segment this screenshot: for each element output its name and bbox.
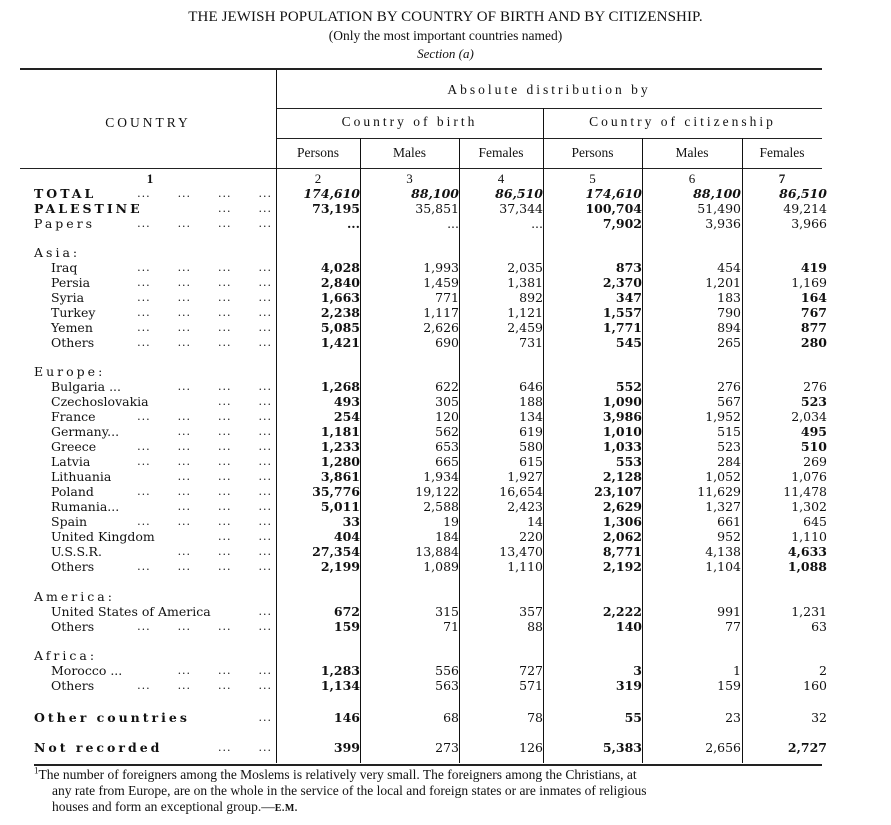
table-row — [0, 710, 891, 725]
cell-females-birth: ... — [531, 216, 543, 231]
cell-males-birth: 1,089 — [423, 559, 459, 574]
birth-group-header: Country of birth — [341, 114, 478, 129]
cell-females-birth: 14 — [527, 514, 543, 529]
cell-persons-birth: 27,354 — [312, 544, 360, 559]
cell-males-birth: 771 — [435, 290, 459, 305]
cell-females-citizenship: 4,633 — [787, 544, 827, 559]
cell-females-citizenship: 2,034 — [791, 409, 827, 424]
row-label: Others — [51, 678, 95, 693]
table-row — [0, 454, 891, 469]
leader-dots: ... ... — [218, 741, 272, 754]
cell-persons-citizenship: 873 — [615, 260, 642, 275]
cell-males-citizenship: 51,490 — [697, 201, 741, 216]
cell-males-citizenship: 1,952 — [705, 409, 741, 424]
cell-persons-citizenship: 100,704 — [585, 201, 642, 216]
cell-females-birth: 892 — [519, 290, 543, 305]
table-row — [0, 559, 891, 574]
cell-males-citizenship: 1,104 — [705, 559, 741, 574]
cell-males-citizenship: 77 — [725, 619, 741, 634]
header-bottom-rule — [20, 168, 822, 169]
row-label: U.S.S.R. — [51, 544, 102, 559]
row-label: Papers — [34, 216, 96, 231]
table-row — [0, 544, 891, 559]
cell-females-birth: 78 — [527, 710, 543, 725]
top-rule — [20, 68, 822, 70]
row-label: Persia — [51, 275, 91, 290]
cell-males-birth: 563 — [435, 678, 459, 693]
row-label: PALESTINE — [34, 201, 143, 216]
row-label: Turkey — [51, 305, 96, 320]
cell-females-birth: 1,121 — [507, 305, 543, 320]
cell-females-birth: 2,035 — [507, 260, 543, 275]
cell-females-citizenship: 523 — [800, 394, 827, 409]
cell-females-citizenship: 164 — [800, 290, 827, 305]
column-header-persons-birth: Persons — [296, 145, 339, 160]
cell-females-birth: 727 — [519, 663, 543, 678]
cell-persons-birth: 1,663 — [320, 290, 360, 305]
cell-males-citizenship: 1,201 — [705, 275, 741, 290]
row-label: Other countries — [34, 710, 190, 725]
cell-females-citizenship: 63 — [811, 619, 827, 634]
cell-persons-birth: 146 — [333, 710, 360, 725]
cell-persons-birth: ... — [346, 216, 360, 231]
cell-persons-citizenship: 8,771 — [602, 544, 642, 559]
cell-persons-birth: 493 — [333, 394, 360, 409]
row-label: Germany... — [51, 424, 120, 439]
footnote-signature: E.M. — [274, 803, 298, 814]
group-header: Absolute distribution by — [447, 82, 651, 97]
cell-females-birth: 188 — [519, 394, 543, 409]
cell-males-citizenship: 4,138 — [705, 544, 741, 559]
column-header-persons-citizenship: Persons — [571, 145, 614, 160]
cell-males-birth: 2,626 — [423, 320, 459, 335]
cell-males-birth: ... — [447, 216, 459, 231]
cell-persons-birth: 4,028 — [320, 260, 360, 275]
cell-females-birth: 86,510 — [495, 186, 543, 201]
cell-females-birth: 731 — [519, 335, 543, 350]
leader-dots: ... ... ... — [177, 380, 272, 393]
column-header-females-birth: Females — [478, 145, 524, 160]
cell-persons-citizenship: 2,629 — [602, 499, 642, 514]
cell-persons-citizenship: 1,090 — [602, 394, 642, 409]
cell-females-birth: 16,654 — [499, 484, 543, 499]
cell-females-birth: 1,110 — [507, 559, 543, 574]
cell-persons-birth: 1,134 — [320, 678, 360, 693]
group-heading-row — [0, 245, 891, 260]
cell-males-birth: 1,993 — [423, 260, 459, 275]
cell-males-birth: 2,588 — [423, 499, 459, 514]
cell-persons-birth: 33 — [342, 514, 360, 529]
group-heading-row — [0, 648, 891, 663]
cell-persons-citizenship: 1,033 — [602, 439, 642, 454]
cell-males-birth: 1,459 — [423, 275, 459, 290]
footnote-line-1: The number of foreigners among the Moslems is relatively very small. The foreigners among the Christians, at — [38, 767, 637, 782]
leader-dots: ... ... ... — [177, 664, 272, 677]
cell-persons-citizenship: 1,771 — [602, 320, 642, 335]
cell-persons-citizenship: 23,107 — [594, 484, 642, 499]
cell-females-birth: 13,470 — [499, 544, 543, 559]
table-row — [0, 604, 891, 619]
cell-females-birth: 134 — [519, 409, 543, 424]
cell-females-citizenship: 276 — [803, 379, 827, 394]
cell-males-birth: 273 — [435, 740, 459, 755]
cell-persons-citizenship: 174,610 — [585, 186, 642, 201]
cell-persons-citizenship: 2,128 — [602, 469, 642, 484]
leader-dots: ... ... ... ... — [137, 217, 272, 230]
cell-males-birth: 562 — [435, 424, 459, 439]
cell-persons-birth: 1,421 — [320, 335, 360, 350]
cell-females-citizenship: 767 — [800, 305, 827, 320]
column-number: 3 — [406, 171, 413, 186]
row-label: Lithuania — [51, 469, 112, 484]
table-row — [0, 499, 891, 514]
leader-dots: ... ... ... — [177, 425, 272, 438]
leader-dots: ... — [258, 605, 272, 618]
cell-persons-birth: 174,610 — [303, 186, 360, 201]
cell-persons-birth: 2,840 — [320, 275, 360, 290]
cell-males-citizenship: 183 — [717, 290, 741, 305]
leader-dots: ... ... ... ... — [137, 261, 272, 274]
cell-persons-citizenship: 553 — [615, 454, 642, 469]
cell-males-birth: 19,122 — [415, 484, 459, 499]
cell-persons-birth: 1,283 — [320, 663, 360, 678]
row-label: Yemen — [51, 320, 93, 335]
cell-females-birth: 220 — [519, 529, 543, 544]
leader-dots: ... — [258, 711, 272, 724]
row-label: TOTAL — [34, 186, 97, 201]
cell-males-citizenship: 567 — [717, 394, 741, 409]
leader-dots: ... ... ... — [177, 470, 272, 483]
cell-females-citizenship: 160 — [803, 678, 827, 693]
cell-persons-citizenship: 2,370 — [602, 275, 642, 290]
cell-males-citizenship: 11,629 — [697, 484, 741, 499]
cell-females-citizenship: 877 — [800, 320, 827, 335]
table-row — [0, 424, 891, 439]
cell-females-citizenship: 645 — [803, 514, 827, 529]
section-label: Section (a) — [417, 46, 474, 61]
cell-females-citizenship: 2 — [819, 663, 827, 678]
cell-persons-citizenship: 545 — [615, 335, 642, 350]
leader-dots: ... ... ... ... — [137, 291, 272, 304]
cell-females-birth: 1,381 — [507, 275, 543, 290]
column-header-males-citizenship: Males — [675, 145, 709, 160]
column-number: 7 — [778, 171, 786, 186]
leader-dots: ... ... ... ... — [137, 455, 272, 468]
cell-persons-birth: 672 — [333, 604, 360, 619]
leader-dots: ... ... ... ... — [137, 187, 272, 200]
table-row — [0, 335, 891, 350]
cell-females-citizenship: 280 — [800, 335, 827, 350]
table-row — [0, 439, 891, 454]
cell-persons-birth: 1,268 — [320, 379, 360, 394]
cell-females-citizenship: 495 — [800, 424, 827, 439]
cell-males-citizenship: 159 — [717, 678, 741, 693]
cell-males-citizenship: 991 — [717, 604, 741, 619]
column-number: 5 — [589, 171, 596, 186]
cell-males-birth: 622 — [435, 379, 459, 394]
column-number: 2 — [314, 171, 322, 186]
group-heading: Asia: — [34, 245, 81, 260]
table-row — [0, 201, 891, 216]
group-heading: Europe: — [34, 364, 106, 379]
cell-females-citizenship: 1,302 — [791, 499, 827, 514]
cell-males-citizenship: 265 — [717, 335, 741, 350]
cell-persons-birth: 254 — [333, 409, 360, 424]
group-heading-row — [0, 589, 891, 604]
cell-females-citizenship: 86,510 — [779, 186, 827, 201]
leader-dots: ... ... — [218, 395, 272, 408]
cell-females-birth: 357 — [519, 604, 543, 619]
cell-males-citizenship: 523 — [717, 439, 741, 454]
table-row — [0, 305, 891, 320]
cell-females-birth: 2,459 — [507, 320, 543, 335]
table-row — [0, 529, 891, 544]
cell-males-birth: 305 — [435, 394, 459, 409]
cell-persons-birth: 159 — [333, 619, 360, 634]
cell-males-citizenship: 284 — [717, 454, 741, 469]
cell-persons-citizenship: 2,062 — [602, 529, 642, 544]
row-label: Not recorded — [34, 740, 163, 755]
cell-males-birth: 556 — [435, 663, 459, 678]
leader-dots: ... ... ... ... — [137, 276, 272, 289]
cell-males-birth: 690 — [435, 335, 459, 350]
cell-persons-birth: 2,199 — [320, 559, 360, 574]
cell-males-birth: 665 — [435, 454, 459, 469]
column-number: 4 — [497, 171, 505, 186]
cell-persons-citizenship: 347 — [615, 290, 642, 305]
cell-males-citizenship: 790 — [717, 305, 741, 320]
leader-dots: ... ... ... ... — [137, 620, 272, 633]
leader-dots: ... ... ... — [177, 545, 272, 558]
table-row — [0, 484, 891, 499]
table-row — [0, 216, 891, 231]
cell-persons-citizenship: 7,902 — [602, 216, 642, 231]
cell-persons-citizenship: 5,383 — [602, 740, 642, 755]
table-row — [0, 320, 891, 335]
cell-females-citizenship: 1,088 — [787, 559, 827, 574]
table-row — [0, 186, 891, 201]
table-row — [0, 469, 891, 484]
cell-females-birth: 619 — [519, 424, 543, 439]
cell-males-citizenship: 454 — [717, 260, 741, 275]
cell-persons-citizenship: 3 — [633, 663, 642, 678]
leader-dots: ... ... ... ... — [137, 560, 272, 573]
leader-dots: ... ... ... ... — [137, 485, 272, 498]
cell-females-birth: 1,927 — [507, 469, 543, 484]
footnote-line-3: houses and form an exceptional group.— — [52, 799, 275, 814]
page-subtitle: (Only the most important countries named) — [328, 28, 563, 43]
cell-females-citizenship: 49,214 — [783, 201, 827, 216]
cell-persons-birth: 35,776 — [312, 484, 360, 499]
cell-females-citizenship: 32 — [811, 710, 827, 725]
cell-females-citizenship: 419 — [800, 260, 827, 275]
table-row — [0, 740, 891, 755]
leader-dots: ... ... ... — [177, 500, 272, 513]
row-label: Syria — [51, 290, 85, 305]
group-heading: America: — [34, 589, 115, 604]
table-row — [0, 260, 891, 275]
column-number: 1 — [146, 171, 154, 186]
table-row — [0, 619, 891, 634]
row-label: United States of America — [51, 604, 211, 619]
country-column-header: COUNTRY — [105, 115, 191, 130]
leader-dots: ... ... ... ... — [137, 679, 272, 692]
cell-persons-citizenship: 2,222 — [602, 604, 642, 619]
row-label: Bulgaria ... — [51, 379, 122, 394]
row-label: Others — [51, 619, 95, 634]
cell-females-citizenship: 1,110 — [791, 529, 827, 544]
table-row — [0, 394, 891, 409]
cell-males-birth: 315 — [435, 604, 459, 619]
cell-persons-citizenship: 1,306 — [602, 514, 642, 529]
cell-males-birth: 1,934 — [423, 469, 459, 484]
cell-males-citizenship: 2,656 — [705, 740, 741, 755]
leader-dots: ... ... — [218, 530, 272, 543]
row-label: Rumania... — [51, 499, 120, 514]
leader-dots: ... ... ... ... — [137, 306, 272, 319]
table-row — [0, 409, 891, 424]
cell-males-birth: 184 — [435, 529, 459, 544]
cell-females-birth: 2,423 — [507, 499, 543, 514]
row-label: Latvia — [51, 454, 91, 469]
cell-persons-citizenship: 552 — [615, 379, 642, 394]
cell-males-citizenship: 3,936 — [705, 216, 741, 231]
cell-females-citizenship: 1,169 — [791, 275, 827, 290]
cell-males-citizenship: 1,052 — [705, 469, 741, 484]
row-label: Greece — [51, 439, 97, 454]
row-label: Morocco ... — [51, 663, 123, 678]
cell-males-birth: 1,117 — [423, 305, 459, 320]
cell-persons-citizenship: 3,986 — [602, 409, 642, 424]
cell-males-birth: 71 — [443, 619, 459, 634]
cell-females-citizenship: 3,966 — [791, 216, 827, 231]
row-label: Spain — [51, 514, 88, 529]
cell-females-citizenship: 510 — [800, 439, 827, 454]
row-label: Poland — [51, 484, 94, 499]
cell-persons-citizenship: 1,557 — [602, 305, 642, 320]
cell-females-citizenship: 11,478 — [783, 484, 827, 499]
cell-females-birth: 88 — [527, 619, 543, 634]
cell-males-birth: 19 — [443, 514, 459, 529]
leader-dots: ... ... ... ... — [137, 410, 272, 423]
cell-persons-citizenship: 140 — [615, 619, 642, 634]
cell-persons-birth: 2,238 — [320, 305, 360, 320]
cell-males-birth: 653 — [435, 439, 459, 454]
cell-females-birth: 571 — [519, 678, 543, 693]
leader-dots: ... ... ... ... — [137, 321, 272, 334]
cell-persons-birth: 5,085 — [320, 320, 360, 335]
cell-persons-birth: 1,280 — [320, 454, 360, 469]
cell-females-birth: 126 — [519, 740, 543, 755]
group-heading: Africa: — [34, 648, 98, 663]
footnote-marker: 1 — [34, 765, 39, 776]
cell-persons-birth: 1,233 — [320, 439, 360, 454]
cell-males-citizenship: 1 — [733, 663, 741, 678]
cell-males-citizenship: 661 — [717, 514, 741, 529]
leader-dots: ... ... — [218, 202, 272, 215]
cell-persons-birth: 399 — [333, 740, 360, 755]
row-label: France — [51, 409, 96, 424]
leader-dots: ... ... ... ... — [137, 336, 272, 349]
cell-persons-citizenship: 55 — [624, 710, 642, 725]
column-number: 6 — [688, 171, 696, 186]
cell-males-citizenship: 894 — [717, 320, 741, 335]
row-label: Iraq — [51, 260, 78, 275]
cell-persons-birth: 404 — [333, 529, 360, 544]
cell-persons-birth: 5,011 — [320, 499, 360, 514]
footnote-line-2: any rate from Europe, are on the whole in the service of the local and foreign states or are inmates of religious — [52, 783, 647, 798]
subgroup-header-rule — [276, 138, 822, 139]
cell-females-birth: 615 — [519, 454, 543, 469]
cell-persons-citizenship: 1,010 — [602, 424, 642, 439]
table-row — [0, 379, 891, 394]
row-label: Czechoslovakia — [51, 394, 149, 409]
cell-females-citizenship: 1,231 — [791, 604, 827, 619]
cell-persons-citizenship: 319 — [615, 678, 642, 693]
cell-males-citizenship: 23 — [725, 710, 741, 725]
table-row — [0, 514, 891, 529]
cell-males-birth: 13,884 — [415, 544, 459, 559]
cell-persons-birth: 3,861 — [320, 469, 360, 484]
table-row — [0, 275, 891, 290]
cell-males-birth: 68 — [443, 710, 459, 725]
cell-males-birth: 35,851 — [415, 201, 459, 216]
column-header-females-citizenship: Females — [759, 145, 805, 160]
column-header-males-birth: Males — [393, 145, 426, 160]
leader-dots: ... ... ... ... — [137, 440, 272, 453]
row-label: Others — [51, 559, 95, 574]
cell-persons-citizenship: 2,192 — [602, 559, 642, 574]
table-row — [0, 663, 891, 678]
cell-males-birth: 120 — [435, 409, 459, 424]
cell-males-citizenship: 276 — [717, 379, 741, 394]
cell-females-citizenship: 2,727 — [787, 740, 827, 755]
cell-males-citizenship: 88,100 — [693, 186, 741, 201]
table-row — [0, 290, 891, 305]
group-header-rule — [276, 108, 822, 109]
leader-dots: ... ... ... ... — [137, 515, 272, 528]
cell-males-citizenship: 1,327 — [705, 499, 741, 514]
cell-males-birth: 88,100 — [411, 186, 459, 201]
table-bottom-rule — [34, 764, 822, 766]
cell-males-citizenship: 952 — [717, 529, 741, 544]
cell-persons-birth: 73,195 — [312, 201, 360, 216]
footnote — [34, 767, 834, 817]
cell-females-birth: 646 — [519, 379, 543, 394]
page-title: THE JEWISH POPULATION BY COUNTRY OF BIRTH AND BY CITIZENSHIP. — [188, 9, 703, 25]
cell-females-birth: 37,344 — [499, 201, 543, 216]
group-heading-row — [0, 364, 891, 379]
cell-males-citizenship: 515 — [717, 424, 741, 439]
cell-females-birth: 580 — [519, 439, 543, 454]
table-row — [0, 678, 891, 693]
citizenship-group-header: Country of citizenship — [589, 114, 776, 129]
row-label: United Kingdom — [51, 529, 155, 544]
cell-females-citizenship: 269 — [803, 454, 827, 469]
cell-females-citizenship: 1,076 — [791, 469, 827, 484]
cell-persons-birth: 1,181 — [320, 424, 360, 439]
row-label: Others — [51, 335, 95, 350]
